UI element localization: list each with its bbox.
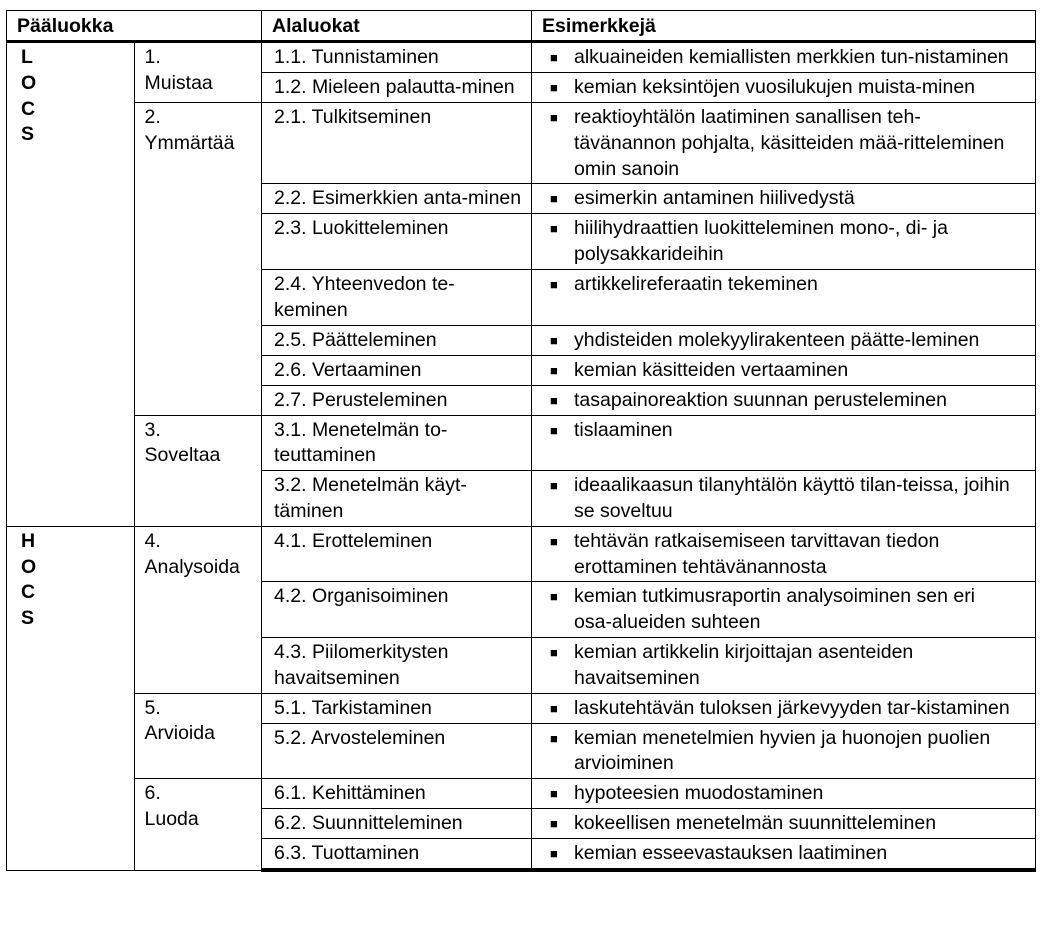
table-row (7, 415, 1036, 471)
table-row (7, 103, 1036, 184)
header-row (7, 11, 1036, 42)
example-text: tislaaminen (574, 418, 673, 441)
example-text: laskutehtävän tuloksen järkevyyden tar-kistaminen (574, 696, 1010, 719)
main-category-number: 4. (144, 529, 161, 552)
example-text: kokeellisen menetelmän suunnitteleminen (574, 812, 937, 835)
subcategory-cell: 5.2. Arvosteleminen (262, 723, 532, 779)
example-cell (532, 42, 1036, 73)
example-cell (532, 693, 1036, 723)
square-bullet-icon: ■ (550, 110, 558, 125)
main-category-cell (134, 42, 262, 103)
example-cell (532, 526, 1036, 582)
example-text: tehtävän ratkaisemiseen tarvittavan tiedon erottaminen tehtävänannosta (574, 529, 940, 578)
example-text: ideaalikaasun tilanyhtälön käyttö tilan-teissa, joihin se soveltuu (574, 474, 1010, 522)
group-letter: O (21, 555, 37, 578)
subcategory-cell: 4.2. Organisoiminen (262, 582, 532, 638)
example-cell (532, 471, 1036, 527)
group-letter: C (21, 581, 36, 604)
example-cell (532, 325, 1036, 355)
example-cell (532, 184, 1036, 214)
square-bullet-icon: ■ (550, 786, 558, 802)
main-category-cell (134, 779, 262, 871)
square-bullet-icon: ■ (550, 332, 558, 348)
square-bullet-icon: ■ (550, 700, 558, 716)
square-bullet-icon: ■ (550, 478, 558, 494)
subcategory-cell: 2.1. Tulkitseminen (262, 103, 532, 184)
example-text: kemian esseevastauksen laatiminen (574, 842, 888, 865)
example-text: kemian artikkelin kirjoittajan asenteiden havaitseminen (574, 640, 914, 689)
example-text: yhdisteiden molekyylirakenteen päätte-leminen (574, 328, 980, 351)
example-cell (532, 637, 1036, 693)
square-bullet-icon: ■ (550, 644, 558, 660)
main-category-number: 6. (144, 782, 161, 805)
group-letter: S (21, 607, 35, 630)
subcategory-cell: 4.1. Erotteleminen (262, 526, 532, 582)
example-text: reaktioyhtälön laatiminen sanallisen teh-tävänannon pohjalta, käsitteiden mää-ritteleminen omin sanoin (574, 106, 1005, 180)
main-category-number: 2. (144, 106, 161, 128)
subcategory-cell: 4.3. Piilomerkitysten havaitseminen (262, 637, 532, 693)
example-cell (532, 269, 1036, 325)
subcategory-cell: 6.2. Suunnitteleminen (262, 809, 532, 839)
table-body (7, 42, 1036, 871)
subcategory-cell: 2.3. Luokitteleminen (262, 214, 532, 270)
taxonomy-table-wrapper (6, 10, 1036, 872)
table-row (7, 42, 1036, 73)
example-text: kemian käsitteiden vertaaminen (574, 358, 849, 381)
square-bullet-icon: ■ (550, 362, 558, 378)
square-bullet-icon: ■ (550, 392, 558, 408)
taxonomy-table (6, 10, 1036, 872)
subcategory-cell: 2.7. Perusteleminen (262, 385, 532, 415)
group-letter: L (21, 46, 33, 68)
square-bullet-icon: ■ (550, 221, 558, 237)
lots-label (7, 42, 135, 527)
subcategory-cell: 2.4. Yhteenvedon te-keminen (262, 269, 532, 325)
square-bullet-icon: ■ (550, 846, 558, 862)
subcategory-cell: 3.1. Menetelmän to-teuttaminen (262, 415, 532, 471)
subcategory-cell: 2.5. Päätteleminen (262, 325, 532, 355)
group-letter: O (21, 71, 37, 94)
group-letter: H (21, 529, 36, 552)
square-bullet-icon: ■ (550, 730, 558, 746)
main-category-name: Analysoida (144, 555, 240, 578)
square-bullet-icon: ■ (550, 533, 558, 549)
main-category-number: 3. (144, 418, 161, 441)
square-bullet-icon: ■ (550, 50, 558, 65)
square-bullet-icon: ■ (550, 589, 558, 605)
subcategory-cell: 6.1. Kehittäminen (262, 779, 532, 809)
header-esimerkkeja: Esimerkkejä (532, 11, 1036, 42)
example-cell (532, 582, 1036, 638)
example-text: artikkelireferaatin tekeminen (574, 272, 818, 295)
example-text: esimerkin antaminen hiilivedystä (574, 187, 855, 210)
example-cell (532, 415, 1036, 471)
square-bullet-icon: ■ (550, 80, 558, 95)
example-text: hiilihydraattien luokitteleminen mono-, di- ja polysakkarideihin (574, 217, 948, 266)
main-category-cell (134, 415, 262, 526)
main-category-name: Muistaa (144, 71, 213, 94)
example-cell (532, 103, 1036, 184)
main-category-name: Luoda (144, 807, 199, 830)
main-category-name: Soveltaa (144, 444, 221, 467)
main-category-number: 5. (144, 696, 161, 719)
subcategory-cell: 2.6. Vertaaminen (262, 355, 532, 385)
table-row (7, 779, 1036, 809)
group-letter: S (21, 123, 35, 146)
square-bullet-icon: ■ (550, 422, 558, 438)
table-header (7, 11, 1036, 42)
example-cell (532, 214, 1036, 270)
header-paaluokka: Pääluokka (7, 11, 262, 42)
example-text: kemian tutkimusraportin analysoiminen sen eri osa-alueiden suhteen (574, 585, 976, 634)
example-cell (532, 839, 1036, 871)
square-bullet-icon: ■ (550, 816, 558, 832)
main-category-cell (134, 103, 262, 416)
main-category-cell (134, 526, 262, 693)
main-category-cell (134, 693, 262, 779)
subcategory-cell: 5.1. Tarkistaminen (262, 693, 532, 723)
subcategory-cell: 1.1. Tunnistaminen (262, 42, 532, 73)
example-cell (532, 385, 1036, 415)
example-text: alkuaineiden kemiallisten merkkien tun-nistaminen (574, 46, 1009, 68)
subcategory-cell: 3.2. Menetelmän käyt-täminen (262, 471, 532, 527)
table-row (7, 526, 1036, 582)
example-text: kemian menetelmien hyvien ja huonojen puolien arvioiminen (574, 726, 991, 775)
example-cell (532, 355, 1036, 385)
square-bullet-icon: ■ (550, 276, 558, 292)
main-category-name: Ymmärtää (144, 131, 235, 154)
subcategory-cell: 6.3. Tuottaminen (262, 839, 532, 871)
main-category-name: Arvioida (144, 722, 215, 745)
subcategory-cell: 1.2. Mieleen palautta-minen (262, 73, 532, 103)
example-cell (532, 723, 1036, 779)
example-text: hypoteesien muodostaminen (574, 782, 824, 805)
table-row (7, 693, 1036, 723)
example-text: tasapainoreaktion suunnan perusteleminen (574, 388, 947, 411)
group-letter: C (21, 97, 36, 120)
example-cell (532, 809, 1036, 839)
subcategory-cell: 2.2. Esimerkkien anta-minen (262, 184, 532, 214)
example-text: kemian keksintöjen vuosilukujen muista-minen (574, 76, 976, 98)
hots-label (7, 526, 135, 870)
example-cell (532, 779, 1036, 809)
main-category-number: 1. (144, 46, 161, 68)
example-cell (532, 73, 1036, 103)
header-alaluokat: Alaluokat (262, 11, 532, 42)
square-bullet-icon: ■ (550, 191, 558, 207)
